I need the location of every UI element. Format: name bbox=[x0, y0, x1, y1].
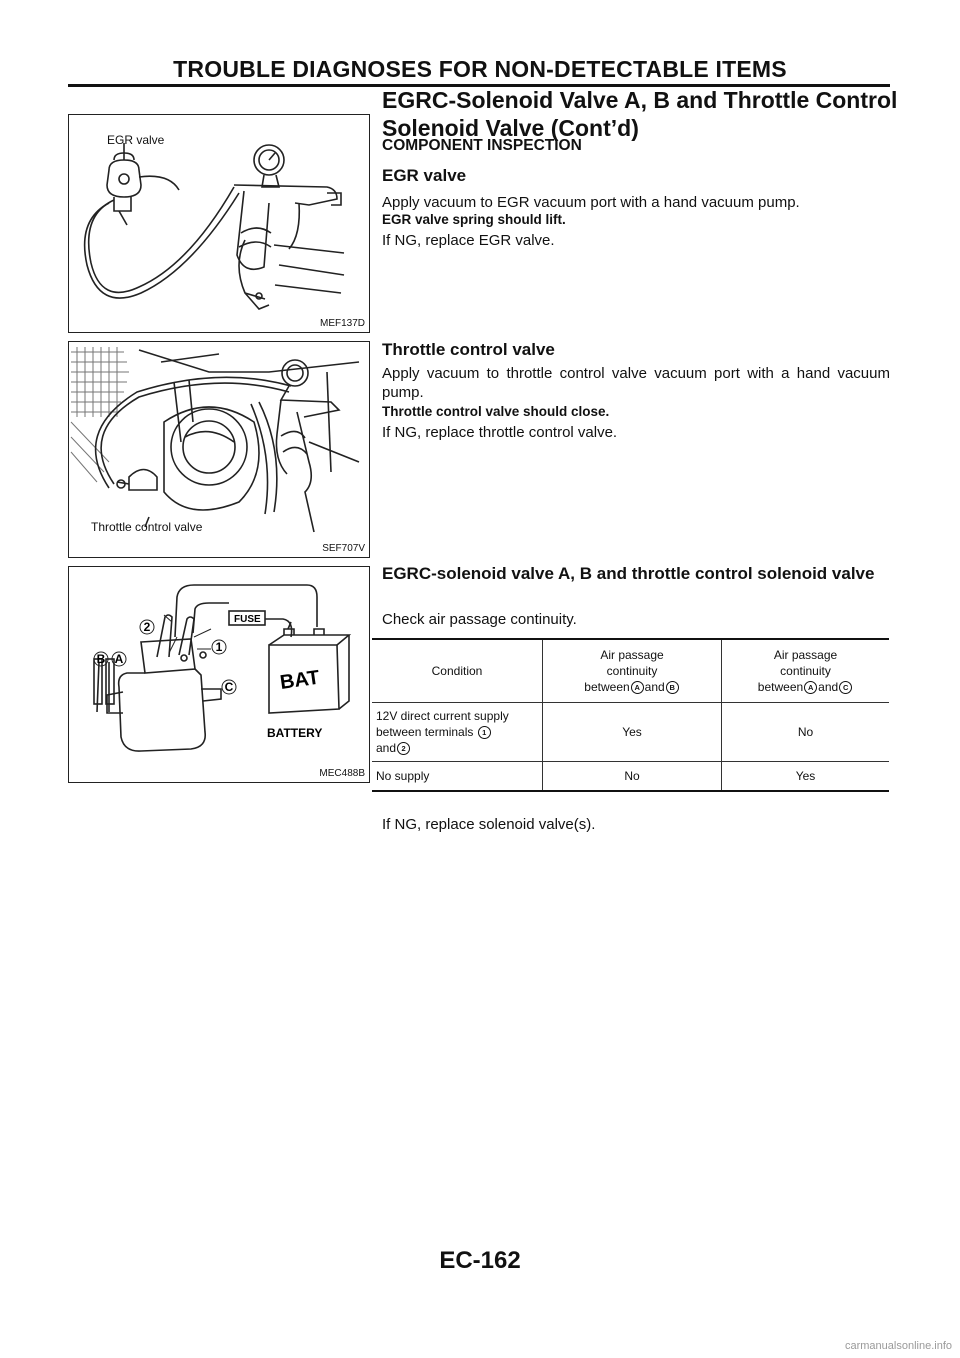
throttle-fig-label: Throttle control valve bbox=[91, 520, 203, 534]
row1-condition bbox=[372, 703, 543, 762]
continuity-table bbox=[372, 638, 889, 792]
header-ab-line2: continuity bbox=[606, 664, 658, 678]
circled-2-icon: 2 bbox=[397, 742, 410, 755]
header-continuity-ac bbox=[722, 639, 890, 703]
solenoid-valve-text: Check air passage continuity. bbox=[382, 611, 577, 628]
solenoid-valve-ng: If NG, replace solenoid valve(s). bbox=[382, 816, 596, 833]
solenoid-battery-label: BATTERY bbox=[267, 726, 323, 740]
solenoid-fig-code: MEC488B bbox=[319, 768, 365, 779]
table-header-row bbox=[372, 639, 889, 703]
egr-valve-heading: EGR valve bbox=[382, 166, 467, 185]
egr-valve-spec: EGR valve spring should lift. bbox=[382, 212, 566, 227]
egr-fig-label: EGR valve bbox=[107, 133, 165, 147]
header-ac-line1: Air passage bbox=[773, 648, 838, 662]
egr-valve-illustration bbox=[69, 115, 369, 332]
row2-ac: Yes bbox=[722, 762, 890, 792]
header-condition: Condition bbox=[372, 639, 543, 703]
row1-line2: between terminals bbox=[376, 725, 474, 739]
terminal-2-label: 2 bbox=[143, 620, 151, 634]
circled-b-icon: B bbox=[666, 681, 679, 694]
throttle-valve-text: Apply vacuum to throttle control valve vacuum port with a hand vacuum pump. bbox=[382, 365, 890, 401]
port-a-label: A bbox=[114, 652, 124, 666]
header-title: TROUBLE DIAGNOSES FOR NON-DETECTABLE ITEMS bbox=[173, 56, 787, 82]
solenoid-valve-heading: EGRC-solenoid valve A, B and throttle control solenoid valve bbox=[382, 564, 875, 583]
figure-egr-valve bbox=[68, 114, 370, 333]
circled-1-icon: 1 bbox=[478, 726, 491, 739]
header-ac-between: between bbox=[757, 680, 804, 694]
component-inspection-heading: COMPONENT INSPECTION bbox=[382, 137, 582, 154]
section-title-line1: EGRC-Solenoid Valve A, B and Throttle Control bbox=[382, 87, 898, 113]
throttle-valve-ng: If NG, replace throttle control valve. bbox=[382, 424, 618, 441]
header-ac-and: and bbox=[818, 680, 839, 694]
circled-c-icon: C bbox=[839, 681, 852, 694]
throttle-valve-heading: Throttle control valve bbox=[382, 340, 555, 359]
row1-line3: and bbox=[376, 741, 397, 755]
row2-ab: No bbox=[543, 762, 722, 792]
header-ab-line1: Air passage bbox=[600, 648, 664, 662]
page-number: EC-162 bbox=[439, 1247, 521, 1274]
circled-a-icon: A bbox=[804, 681, 817, 694]
site-watermark: carmanualsonline.info bbox=[844, 1340, 952, 1352]
solenoid-fuse-label: FUSE bbox=[234, 614, 261, 625]
figure-throttle-control-valve bbox=[68, 341, 370, 558]
egr-valve-ng: If NG, replace EGR valve. bbox=[382, 232, 555, 249]
header-ac-line2: continuity bbox=[780, 664, 831, 678]
row2-condition: No supply bbox=[372, 762, 543, 792]
port-b-label: B bbox=[96, 652, 106, 666]
egr-valve-text: Apply vacuum to EGR vacuum port with a hand vacuum pump. bbox=[382, 194, 800, 211]
row1-ab: Yes bbox=[543, 703, 722, 762]
terminal-1-label: 1 bbox=[215, 640, 223, 654]
header-continuity-ab bbox=[543, 639, 722, 703]
circled-a-icon: A bbox=[631, 681, 644, 694]
header-ab-and: and bbox=[644, 680, 665, 694]
row1-line1: 12V direct current supply bbox=[376, 709, 509, 723]
solenoid-valve-illustration bbox=[69, 567, 369, 782]
table-row bbox=[372, 762, 889, 792]
solenoid-bat-label: BAT bbox=[278, 666, 321, 694]
port-c-label: C bbox=[224, 680, 234, 694]
table-row bbox=[372, 703, 889, 762]
egr-fig-code: MEF137D bbox=[319, 318, 365, 329]
row1-ac: No bbox=[722, 703, 890, 762]
throttle-fig-code: SEF707V bbox=[322, 543, 365, 554]
section-title bbox=[382, 86, 902, 142]
header-ab-between: between bbox=[584, 680, 630, 694]
figure-solenoid-valve bbox=[68, 566, 370, 783]
section-title-line2: Solenoid Valve (Cont’d) bbox=[382, 115, 639, 141]
throttle-valve-spec: Throttle control valve should close. bbox=[382, 404, 610, 419]
